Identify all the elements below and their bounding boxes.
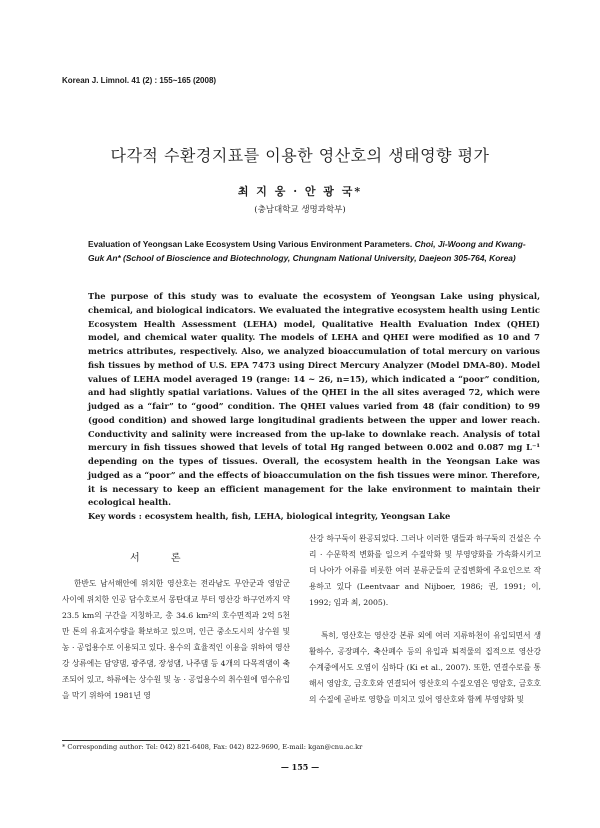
corresponding-author-footnote: * Corresponding author: Tel: 042) 821-6408, Fax: 042) 822-9690, E-mail: kgan@cnu.ac.kr (62, 743, 363, 751)
right-column-paragraph-1: 산강 하구둑이 완공되었다. 그러나 이러한 댐들과 하구둑의 건설은 수리 · 수문학적 변화를 일으켜 수질악화 및 부영양화를 가속화시키고 더 나아가 어류를 비롯한 여러 분류군들의 군집변화에 주요인으로 작용하고 있다 (Leentvaar and Nijboer, 1986; 권, 1991; 이, 1992; 임과 최, 2005). (309, 534, 541, 608)
abstract: The purpose of this study was to evaluate the ecosystem of Yeongsan Lake using physical, chemical, and biological indicators. We evaluated the integrative ecosystem health using Lentic Ecosystem Health Assessment (LEHA) model, Qualitative Health Evaluation Index (QHEI) model, and chemical water quality. The models of LEHA and QHEI were modified as 10 and 7 metrics attributes, respectively. Also, we analyzed bioaccumulation of total mercury on various fish tissues by method of U.S. EPA 7473 using Direct Mercury Analyzer (Model DMA-80). Model values of LEHA model averaged 19 (range: 14 ~ 26, n=15), which indicated a “poor” condition, and had slightly spatial variations. Values of the QHEI in the all sites averaged 72, which were judged as a “fair” to “good” condition. The QHEI values varied from 48 (fair condition) to 99 (good condition) and showed large longitudinal gradients between the upper and lower reach. Conductivity and salinity were increased from the up-lake to downlake reach. Analysis of total mercury in fish tissues showed that levels of total Hg ranged between 0.002 and 0.087 mg L⁻¹ depending on the types of tissues. Overall, the ecosystem health in the Yeongsan Lake was judged as a “poor” and the effects of bioaccumulation on the fish tissues were minor. Therefore, it is necessary to keep an efficient management for the lake environment to maintain their ecological health. (88, 291, 540, 508)
korean-affiliation: (충남대학교 생명과학부) (254, 205, 346, 215)
english-title: Evaluation of Yeongsan Lake Ecosystem Using Various Environment Parameters. (88, 239, 413, 249)
page-number: — 155 — (280, 762, 320, 772)
korean-authors: 최 지 웅 · 안 광 국* (237, 185, 363, 198)
keywords: Key words : ecosystem health, fish, LEHA, biological integrity, Yeongsan Lake (88, 511, 451, 521)
footnote-rule (62, 740, 190, 741)
english-title-block (88, 238, 540, 265)
korean-title: 다각적 수환경지표를 이용한 영산호의 생태영향 평가 (110, 146, 490, 165)
right-column-paragraph-2: 특히, 영산호는 영산강 본류 외에 여러 지류하천이 유입되면서 생활하수, 공장폐수, 축산폐수 등의 유입과 퇴적물의 집적으로 영산강 수계중에서도 오염이 심하다 (Ki et al., 2007). 또한, 연결수로를 통해서 영암호, 금호호와 연결되어 영산호의 수질오염은 영암호, 금호호의 수질에 곧바로 영향을 미치고 있어 영산호와 함께 부영양화 및 (309, 631, 541, 705)
left-column-paragraph: 한반도 남서해안에 위치한 영산호는 전라남도 무안군과 영암군 사이에 위치한 인공 담수호로서 몽탄대교 부터 영산강 하구언까지 약 23.5 km의 구간을 지칭하고, 총 34.6 km²의 호수면적과 2억 5천만 톤의 유효저수량을 확보하고 있으며, 인근 중소도시의 상수원 및 농 · 공업용수로 이용되고 있다. 용수의 효율적인 이용을 위하여 영산강 상류에는 담양댐, 광주댐, 장성댐, 나주댐 등 4개의 다목적댐이 축조되어 있고, 하류에는 상수원 및 농 · 공업용수의 취수원에 염수유입을 막기 위하여 1981년 영 (62, 579, 290, 701)
journal-citation: Korean J. Limnol. 41 (2) : 155~165 (2008) (62, 76, 217, 85)
section-heading-introduction: 서 론 (130, 553, 195, 564)
english-authors-affiliation: Choi, Ji-Woong and Kwang-Guk An* (School of Bioscience and Biotechnology, Chungnam National University, Daejeon 305-764, Korea) (88, 239, 526, 263)
